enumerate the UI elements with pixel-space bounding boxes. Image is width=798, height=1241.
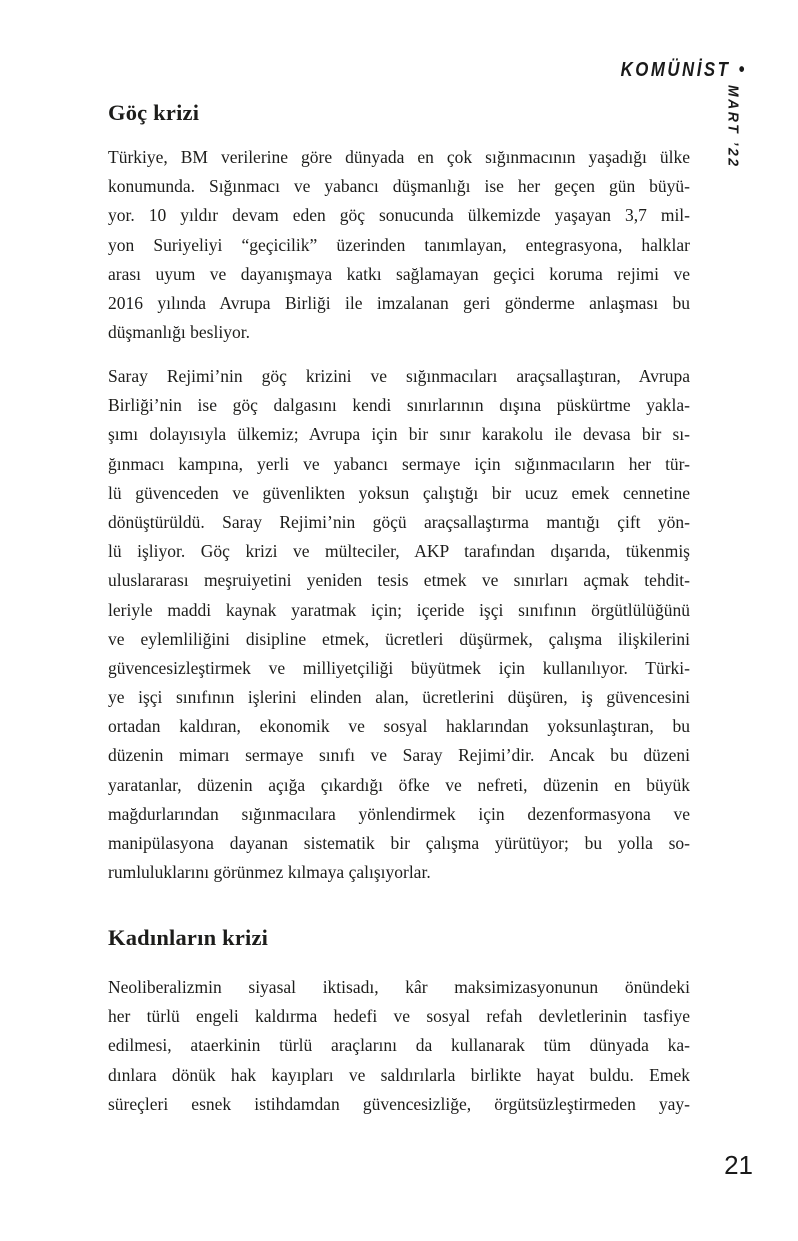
text-line: edilmesi, ataerkinin türlü araçlarını da kullanarak tüm dünyada ka- <box>108 1035 690 1056</box>
text-line: güvencesizleştirmek ve milliyetçiliği büyütmek için kullanılıyor. Türki- <box>108 657 690 678</box>
text-line: ve eylemliliğini disipline etmek, ücretleri düşürmek, çalışma ilişkilerini <box>108 628 690 649</box>
text-line: Neoliberalizmin siyasal iktisadı, kâr maksimizasyonunun önündeki <box>108 977 690 997</box>
masthead-bullet-icon: • <box>739 58 745 82</box>
paragraph <box>108 143 690 347</box>
text-line: yor. 10 yıldır devam eden göç sonucunda ülkemizde yaşayan 3,7 mil- <box>108 205 690 226</box>
section-heading-goc-krizi: Göç krizi <box>108 100 200 125</box>
text-line: düzenin mimarı sermaye sınıfı ve Saray Rejimi’dir. Ancak bu düzeni <box>108 745 690 766</box>
text-line: ye işçi sınıfının işlerini elinden alan, ücretlerini düşüren, iş güvencesini <box>108 687 690 708</box>
text-line: uluslararası meşruiyetini yeniden tesis etmek ve sınırları açmak tehdit- <box>108 570 690 591</box>
issue-date: MART ’22 <box>725 85 742 169</box>
paragraph <box>108 973 690 1119</box>
text-line: Saray Rejimi’nin göç krizini ve sığınmacıları araçsallaştıran, Avrupa <box>108 366 690 386</box>
text-line: lü güvenceden ve güvenlikten yoksun çalıştığı bir ucuz emek cennetine <box>108 482 690 503</box>
text-line: ğınmacı kampına, yerli ve yabancı sermaye için sığınmacıların her tür- <box>108 453 690 474</box>
magazine-title: KOMÜNİST <box>620 58 731 82</box>
text-line: dınlara dönük hak kayıpları ve saldırılarla birlikte hayat buldu. Emek <box>108 1064 690 1085</box>
page-number: 21 <box>724 1150 753 1180</box>
text-line: leriyle maddi kaynak yaratmak için; içeride işçi sınıfının örgütlülüğünü <box>108 599 690 620</box>
text-line: şımı dolayısıyla ülkemiz; Avrupa için bir sınır karakolu ile devasa bir sı- <box>108 424 690 445</box>
text-line: arası uyum ve dayanışmaya katkı sağlamayan geçici koruma rejimi ve <box>108 263 690 284</box>
text-line: yaratanlar, düzenin açığa çıkardığı öfke ve nefreti, düzenin en büyük <box>108 774 690 795</box>
section-heading-kadinlarin-krizi: Kadınların krizi <box>108 925 269 950</box>
text-line: Birliği’nin ise göç dalgasını kendi sınırlarının dışına püskürtme yakla- <box>108 395 690 416</box>
text-line: ortadan kaldıran, ekonomik ve sosyal haklarından yoksunlaştıran, bu <box>108 716 690 737</box>
magazine-masthead <box>621 59 745 82</box>
text-line: düşmanlığı besliyor. <box>108 322 250 343</box>
paragraph <box>108 362 690 887</box>
text-line: her türlü engeli kaldırma hedefi ve sosyal refah devletlerinin tasfiye <box>108 1006 690 1027</box>
text-line: konumunda. Sığınmacı ve yabancı düşmanlığı ise her geçen gün büyü- <box>108 176 690 197</box>
text-line: mağdurlarından sığınmacılara yönlendirmek için dezenformasyona ve <box>108 803 690 824</box>
text-line: manipülasyona dayanan sistematik bir çalışma yürütüyor; bu yolla so- <box>108 833 690 853</box>
text-line: rumluluklarını görünmez kılmaya çalışıyorlar. <box>108 862 431 883</box>
text-line: Türkiye, BM verilerine göre dünyada en çok sığınmacının yaşadığı ülke <box>108 147 690 167</box>
text-line: yon Suriyeliyi “geçicilik” üzerinden tanımlayan, entegrasyona, halklar <box>108 234 690 255</box>
text-line: 2016 yılında Avrupa Birliği ile imzalanan geri gönderme anlaşması bu <box>108 292 690 313</box>
text-line: dönüştürüldü. Saray Rejimi’nin göçü araçsallaştırma mantığı çift yön- <box>108 511 690 532</box>
text-line: lü işliyor. Göç krizi ve mülteciler, AKP tarafından dışarıda, tükenmiş <box>108 541 690 562</box>
text-line: süreçleri esnek istihdamdan güvencesizliğe, örgütsüzleştirmeden yay- <box>108 1093 690 1114</box>
